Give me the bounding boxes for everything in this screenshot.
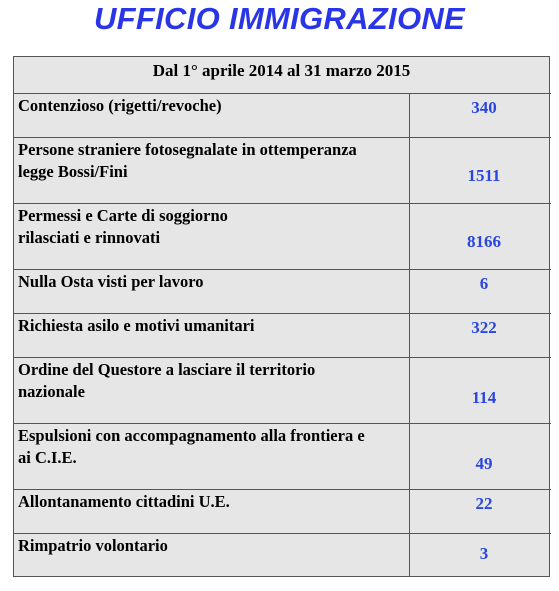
table-row	[14, 357, 551, 423]
row-label-line: Ordine del Questore a lasciare il territorio	[18, 360, 316, 379]
row-label-line: Nulla Osta visti per lavoro	[18, 272, 204, 291]
row-value: 1511	[467, 166, 501, 185]
row-value: 8166	[467, 232, 501, 251]
row-label-line: Permessi e Carte di soggiorno	[18, 206, 228, 225]
row-label	[14, 138, 410, 203]
table-row	[14, 203, 551, 269]
table-row	[14, 93, 551, 137]
row-label-line: ai C.I.E.	[18, 448, 77, 467]
row-label-line: Contenzioso (rigetti/revoche)	[18, 96, 222, 115]
table-row	[14, 313, 551, 357]
row-label-line: legge Bossi/Fini	[18, 162, 128, 181]
table-row	[14, 137, 551, 203]
row-label-line: nazionale	[18, 382, 85, 401]
row-label	[14, 490, 410, 533]
page-title: UFFICIO IMMIGRAZIONE	[93, 1, 466, 36]
row-label	[14, 358, 410, 423]
row-value: 6	[479, 274, 489, 293]
row-label	[14, 534, 410, 577]
table-row	[14, 423, 551, 489]
table-row	[14, 489, 551, 533]
row-label-line: Espulsioni con accompagnamento alla frontiera e	[18, 426, 365, 445]
statistics-table	[13, 56, 550, 577]
row-label	[14, 424, 410, 489]
table-row	[14, 533, 551, 577]
row-label	[14, 270, 410, 313]
period-header: Dal 1° aprile 2014 al 31 marzo 2015	[152, 61, 411, 80]
row-label-line: Rimpatrio volontario	[18, 536, 168, 555]
row-label	[14, 204, 410, 269]
row-label-line: Richiesta asilo e motivi umanitari	[18, 316, 255, 335]
row-value: 114	[471, 388, 497, 407]
row-value: 322	[471, 318, 497, 337]
row-label-line: rilasciati e rinnovati	[18, 228, 161, 247]
row-value: 340	[471, 98, 497, 117]
row-label	[14, 94, 410, 137]
row-label	[14, 314, 410, 357]
row-value: 49	[475, 454, 493, 473]
row-value: 3	[479, 544, 489, 563]
table-row	[14, 269, 551, 313]
row-label-line: Persone straniere fotosegnalate in ottemperanza	[18, 140, 357, 159]
row-value: 22	[475, 494, 493, 513]
row-label-line: Allontanamento cittadini U.E.	[18, 492, 230, 511]
